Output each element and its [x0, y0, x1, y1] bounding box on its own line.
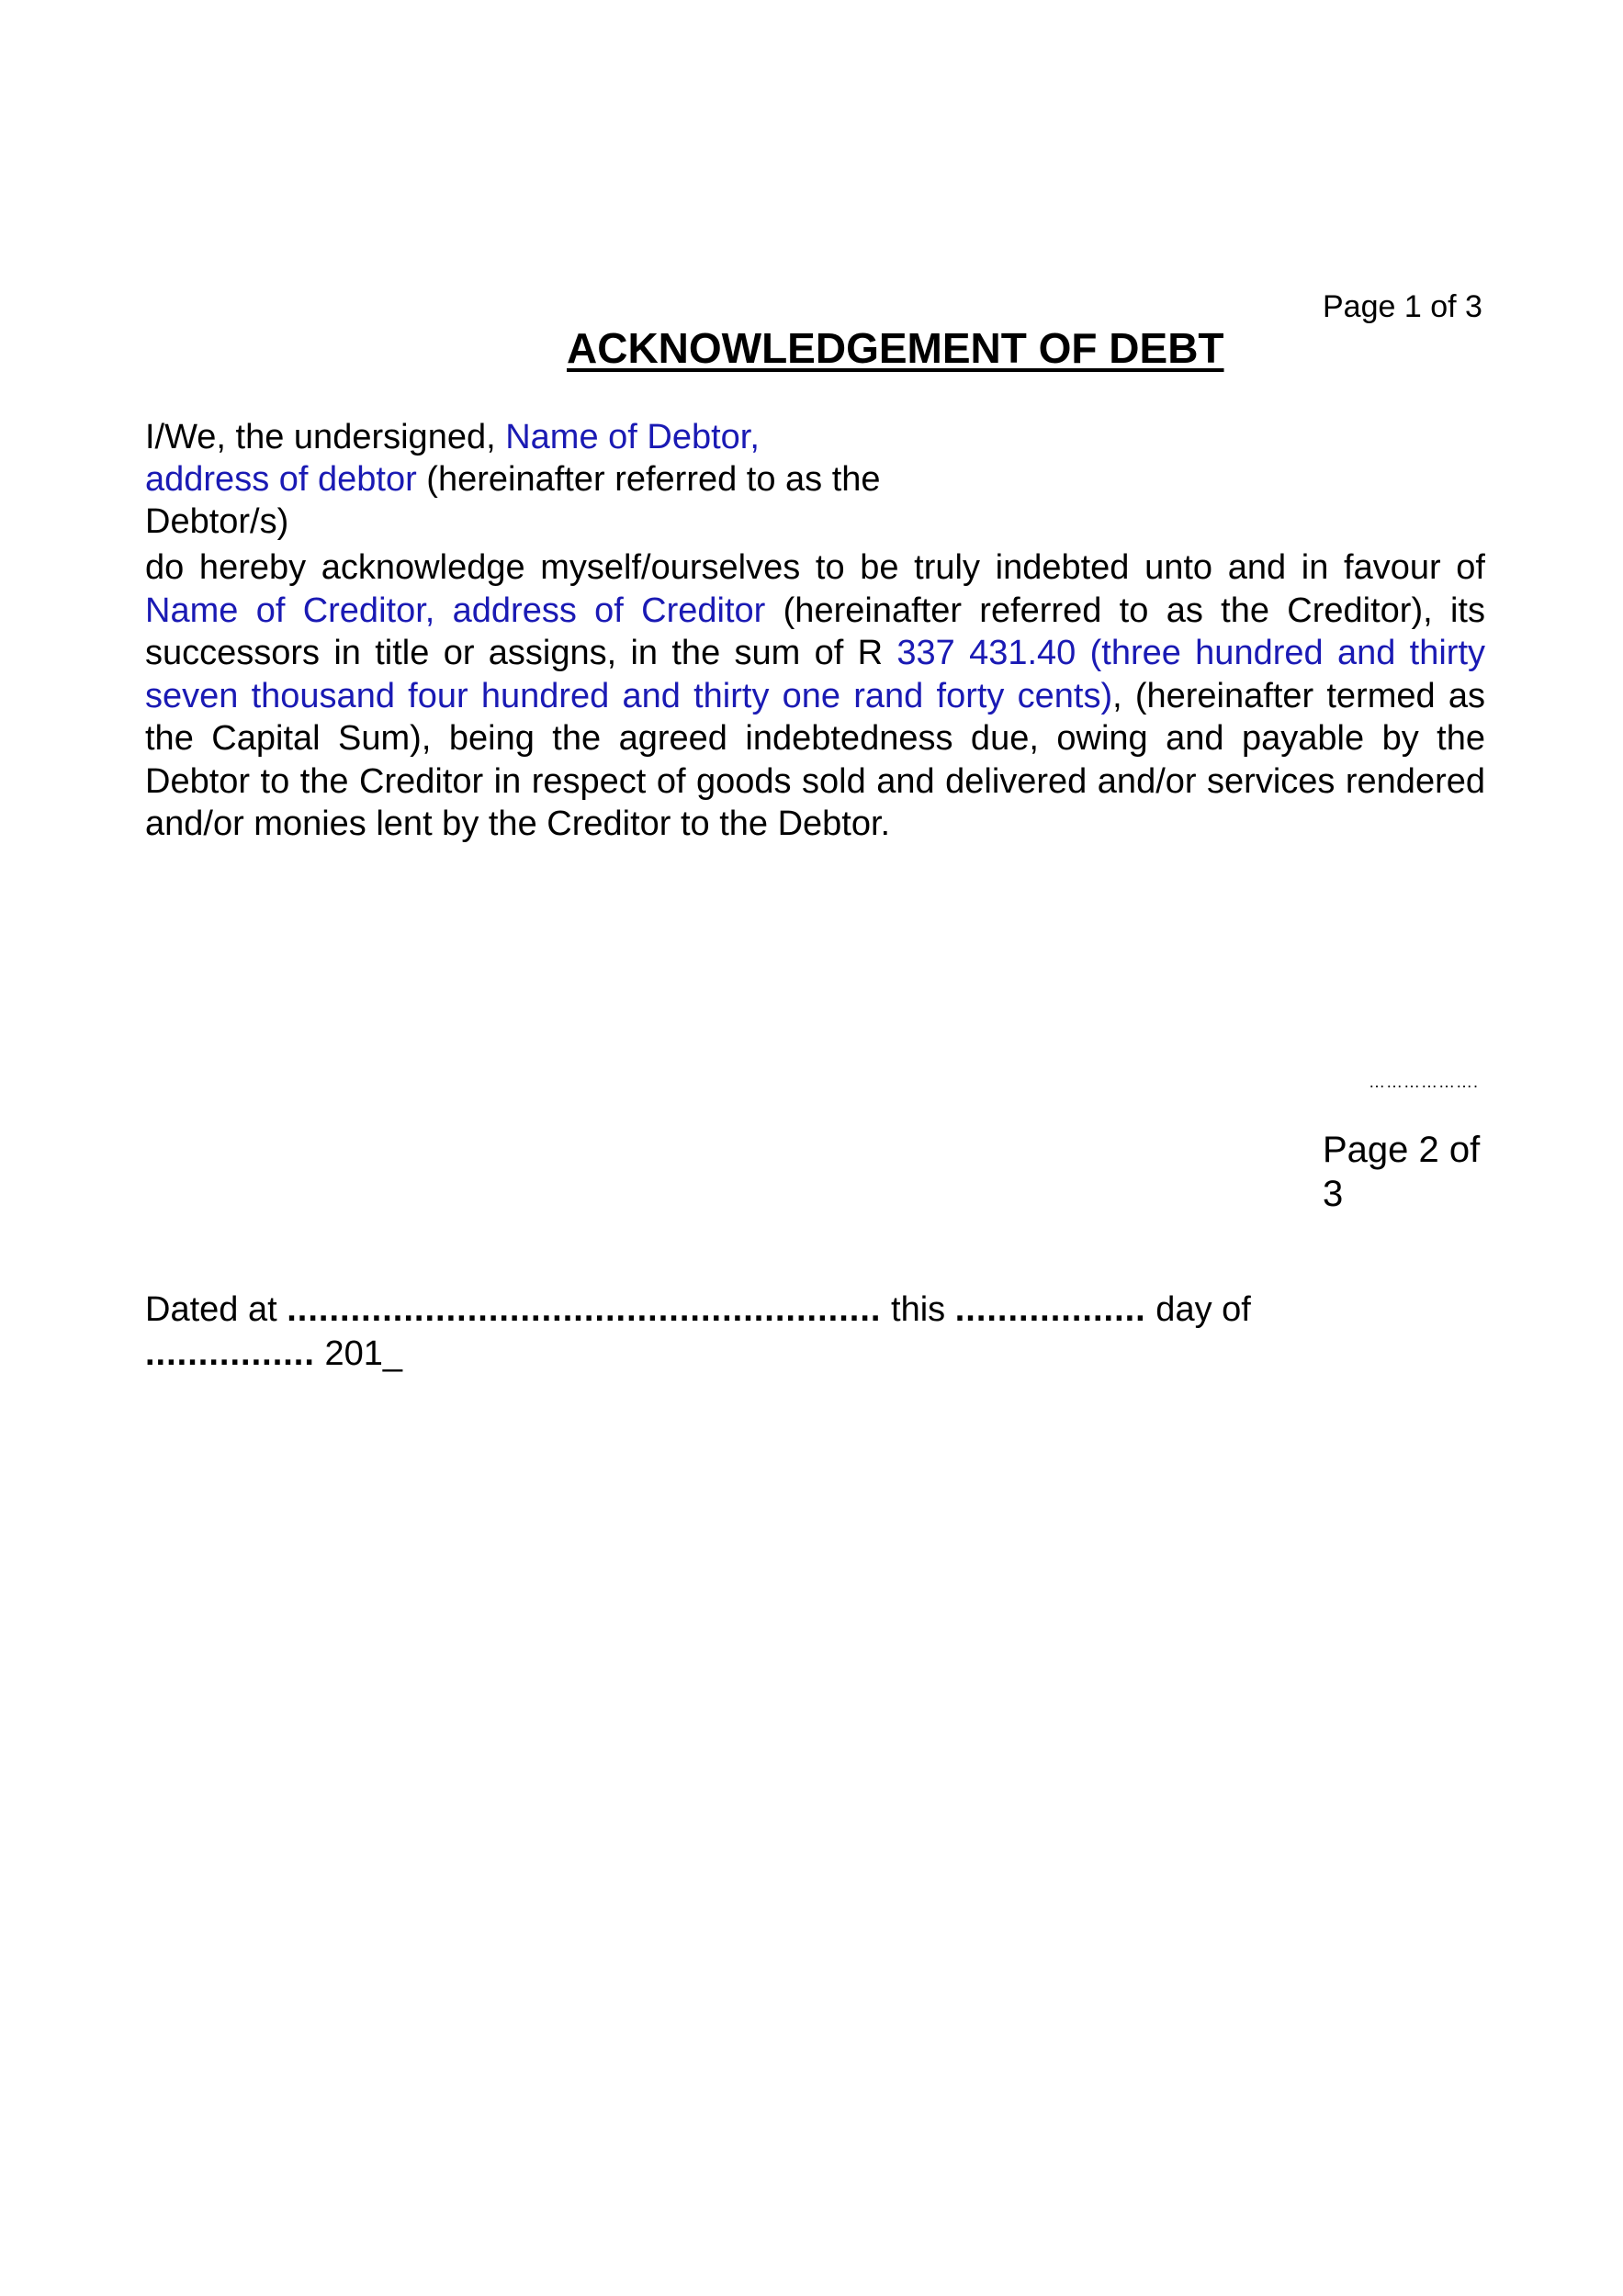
- dated-prefix: Dated at: [145, 1290, 287, 1329]
- month-blank: ................: [145, 1334, 315, 1373]
- dated-line: [145, 1288, 1339, 1376]
- dated-this: this: [881, 1290, 955, 1329]
- day-blank: ..................: [954, 1290, 1146, 1329]
- page-number-1: Page 1 of 3: [1323, 289, 1482, 324]
- document-title: ACKNOWLEDGEMENT OF DEBT: [567, 324, 1224, 372]
- debtor-name-field: Name of Debtor,: [505, 418, 760, 456]
- acknowledgement-paragraph: [145, 546, 1485, 846]
- debtor-intro: [145, 416, 972, 543]
- signature-dots: ……………….: [1369, 1073, 1480, 1091]
- page-number-2: Page 2 of 3: [1323, 1130, 1481, 1214]
- dated-day-of: day of: [1145, 1290, 1251, 1329]
- intro-suffix: (hereinafter referred to as the Debtor/s): [145, 460, 881, 541]
- creditor-field: Name of Creditor, address of Creditor: [145, 591, 766, 630]
- amount-field: 337 431.40 (three hundred and thirty seven thousand four hundred and thirty one rand forty cents): [145, 634, 1485, 715]
- body-part-3: , (hereinafter termed as the Capital Sum), being the agreed indebtedness due, owing and payable by the Debtor to the Creditor in respect of goods sold and delivered and/or services rendered and/or monies lent by the Creditor to the Debtor.: [145, 676, 1485, 843]
- place-blank: ........................................................: [287, 1290, 882, 1329]
- intro-prefix: I/We, the undersigned,: [145, 418, 506, 456]
- body-part-1: do hereby acknowledge myself/ourselves to be truly indebted unto and in favour of: [145, 548, 1485, 587]
- dated-year: 201_: [314, 1334, 403, 1373]
- debtor-address-field: address of debtor: [145, 460, 417, 499]
- body-part-2: (hereinafter referred to as the Creditor), its successors in title or assigns, in the sum of R: [145, 591, 1485, 672]
